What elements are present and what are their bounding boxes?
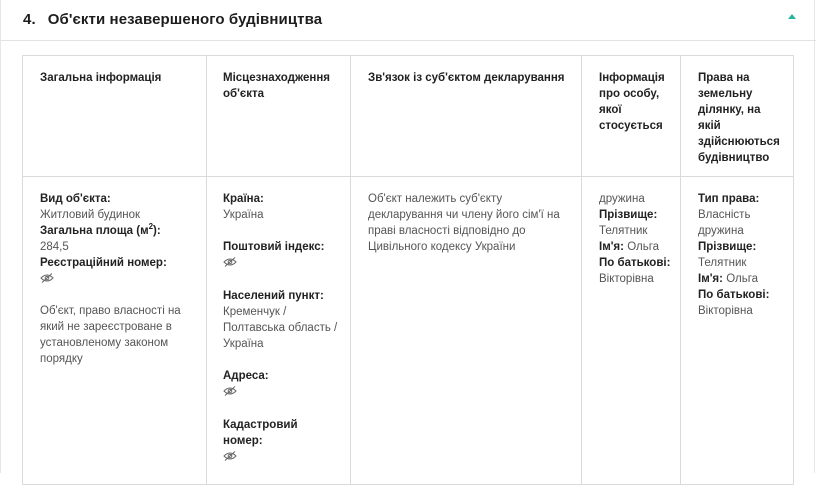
object-type-value: Житловий будинок [40,209,141,221]
area-label [40,223,195,239]
person-patronymic-value: Вікторівна [599,273,654,285]
relation-text: Об'єкт належить суб'єкту декларування чи члену його сім'ї на праві власності відповідно до Цивільного кодексу України [368,193,560,253]
location-cell [223,191,341,466]
person-cell [599,191,671,287]
postal-code-label: Поштовий індекс: [223,241,325,253]
country-label: Країна: [223,193,264,205]
header-relation: Зв'язок із суб'єктом декларування [368,72,565,84]
section-header[interactable] [1,0,816,41]
person-name-label: Ім'я: [599,241,624,253]
country-value: Україна [223,209,264,221]
land-surname-label: Прізвище: [698,241,757,253]
person-surname-value: Телятник [599,225,648,237]
area-label-sup: 2 [148,222,154,232]
locality-value: Кременчук / Полтавська область / Україна [223,306,338,350]
area-label-prefix: Загальна площа (м [40,225,149,237]
general-info-cell [40,191,195,367]
land-patronymic-label: По батькові: [698,289,770,301]
header-land-rights: Права на земельну ділянку, на якій здійснюються будівництво [698,72,780,164]
cadastral-label: Кадастровий номер: [223,419,298,447]
section-title-text: Об'єкти незавершеного будівництва [47,11,323,28]
header-general-info: Загальна інформація [40,72,162,84]
person-surname-label: Прізвище: [599,209,658,221]
right-type-label: Тип права: [698,193,760,205]
eye-slash-icon [223,449,341,466]
address-label: Адреса: [223,370,269,382]
land-name-label: Ім'я: [698,273,723,285]
land-surname-value: Телятник [698,257,747,269]
area-label-suffix: ): [153,225,161,237]
person-patronymic-label: По батькові: [599,257,671,269]
column-divider [581,56,582,484]
header-person: Інформація про особу, якої стосується [599,72,665,132]
objects-table [22,55,794,485]
registration-note: Об'єкт, право власності на який не зареєстроване в установленому законом порядку [40,305,181,365]
land-patronymic-value: Вікторівна [698,305,753,317]
section-title [23,11,322,28]
eye-slash-icon [223,384,341,401]
person-name-value: Ольга [627,241,660,253]
land-name-value: Ольга [726,273,759,285]
header-location: Місцезнаходження об'єкта [223,72,330,100]
object-type-label: Вид об'єкта: [40,193,111,205]
person-relation-value: дружина [599,193,645,205]
area-value: 284,5 [40,241,69,253]
column-divider [206,56,207,484]
land-rights-cell [698,191,783,319]
column-divider [350,56,351,484]
caret-up-icon[interactable] [788,14,796,19]
column-divider [680,56,681,484]
locality-label: Населений пункт: [223,290,324,302]
right-type-value: Власність дружина [698,209,751,237]
relation-cell [368,191,573,255]
eye-slash-icon [223,255,341,272]
eye-slash-icon [40,271,195,288]
reg-number-label: Реєстраційний номер: [40,257,167,269]
header-row-divider [23,176,793,177]
section-number: 4. [23,11,36,28]
